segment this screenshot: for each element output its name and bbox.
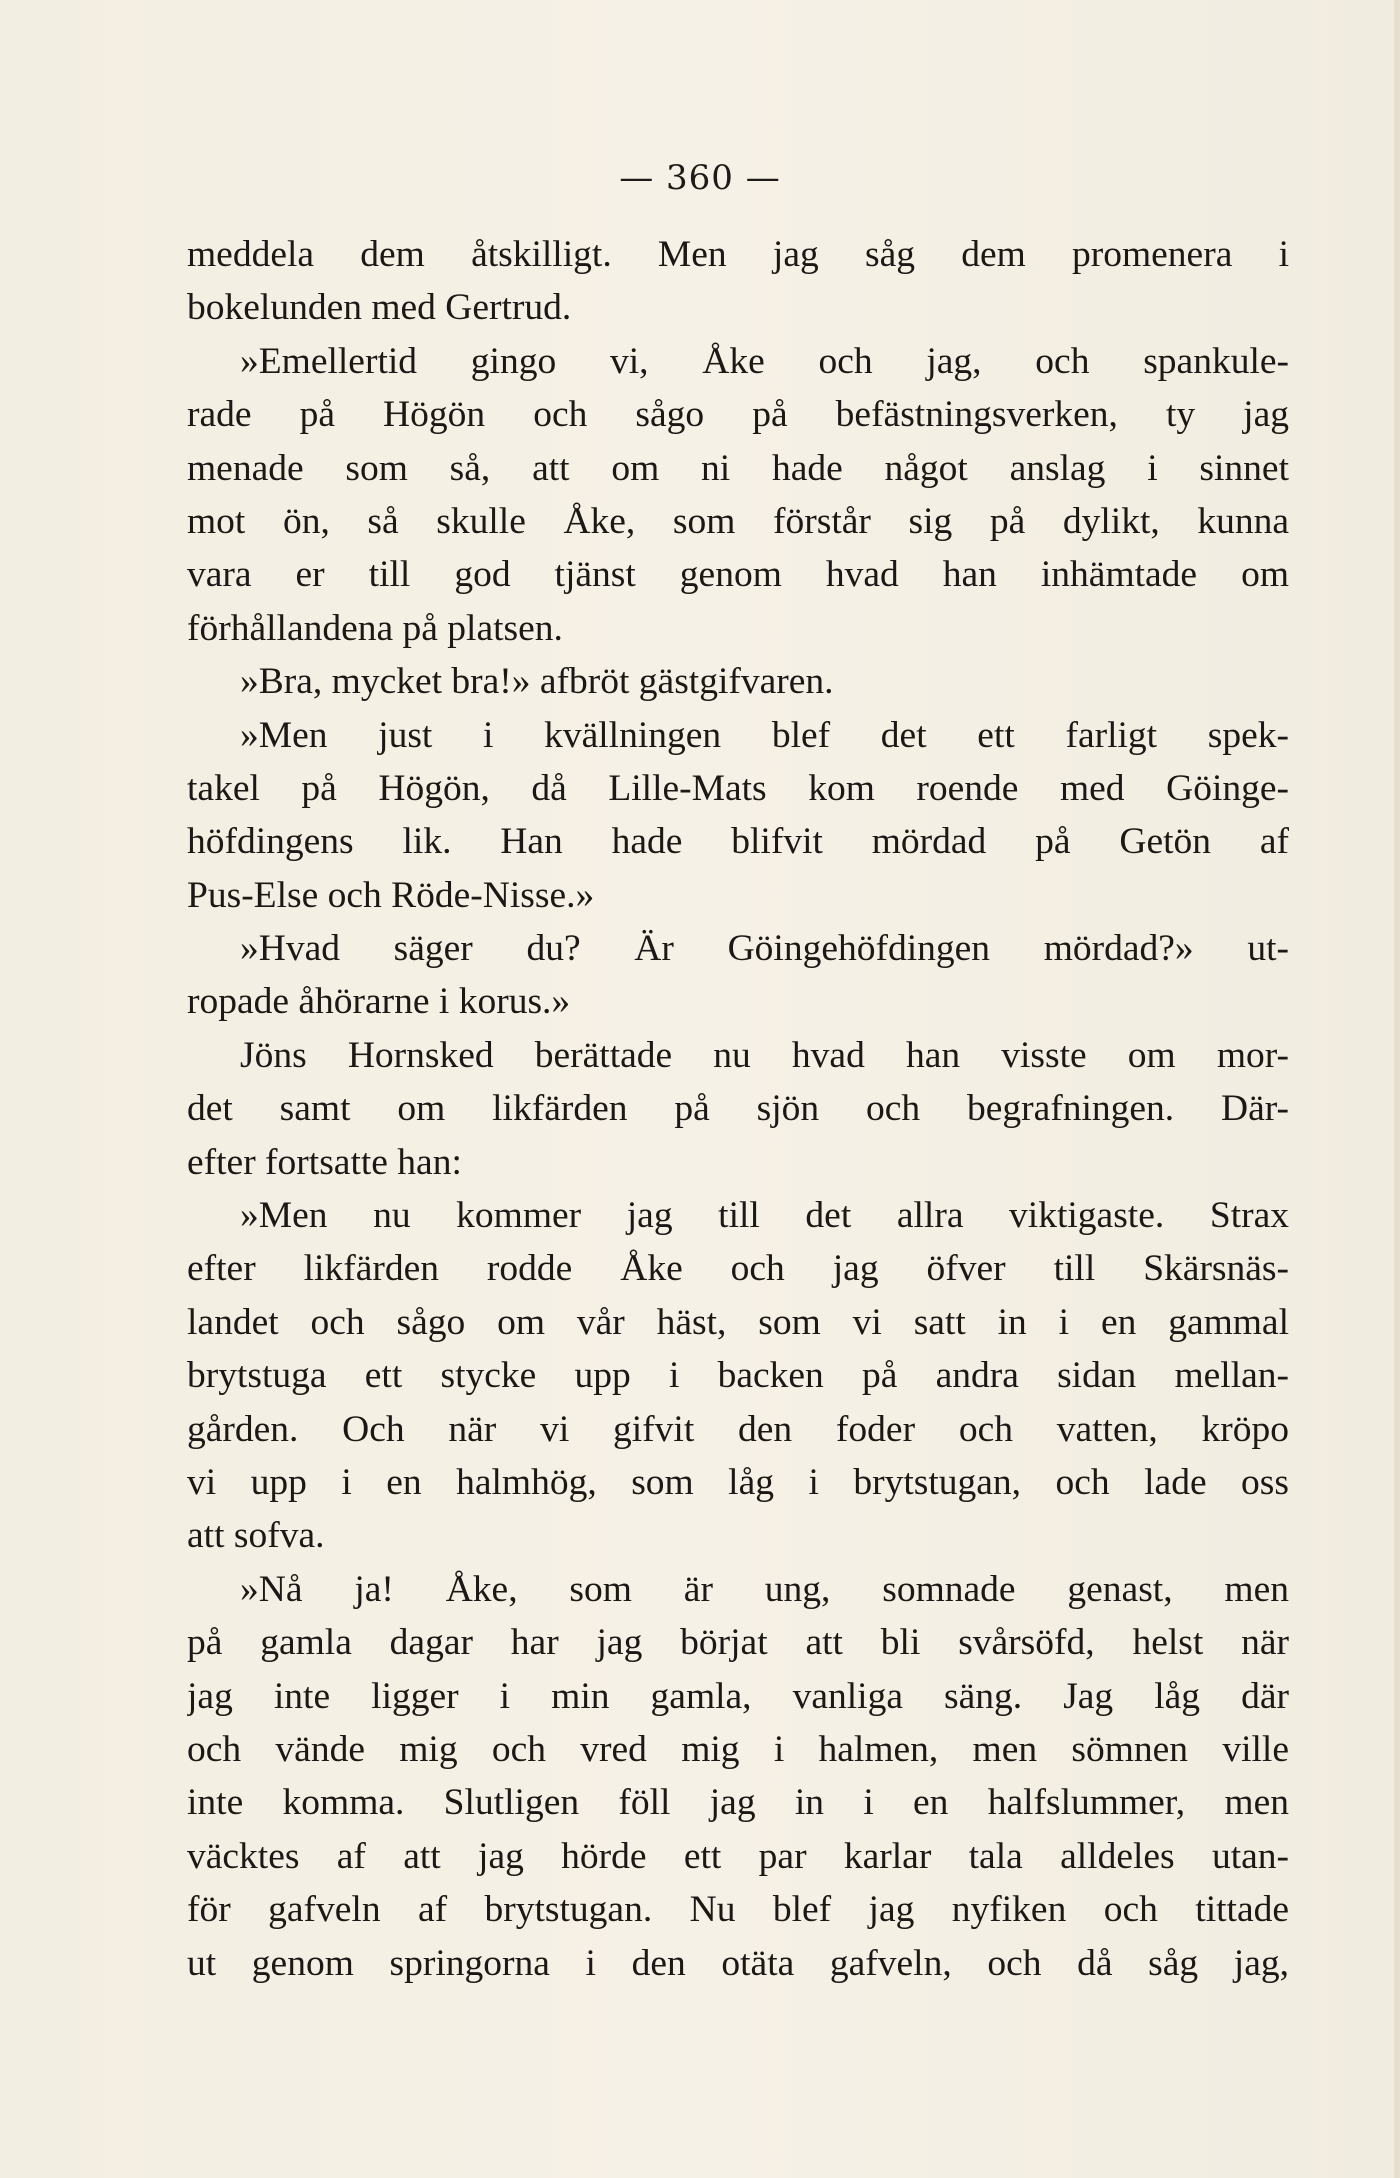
text-line: förhållandena på platsen. <box>187 607 563 649</box>
text-line: för gafveln af brytstugan. Nu blef jag nyfiken och tittade <box>187 1889 1289 1931</box>
text-line: »Nå ja! Åke, som är ung, somnade genast, men <box>240 1568 1289 1610</box>
text-line: mot ön, så skulle Åke, som förstår sig på dylikt, kunna <box>187 500 1289 542</box>
text-line: och vände mig och vred mig i halmen, men sömnen ville <box>187 1728 1289 1770</box>
text-line: rade på Högön och sågo på befästningsverken, ty jag <box>187 394 1289 436</box>
text-line: höfdingens lik. Han hade blifvit mördad på Getön af <box>187 821 1289 863</box>
text-line: det samt om likfärden på sjön och begrafningen. Där- <box>187 1088 1289 1130</box>
text-line: takel på Högön, då Lille-Mats kom roende med Göinge- <box>187 767 1289 809</box>
text-line: inte komma. Slutligen föll jag in i en halfslummer, men <box>187 1782 1289 1824</box>
text-line: vi upp i en halmhög, som låg i brytstugan, och lade oss <box>187 1461 1289 1503</box>
text-line: »Hvad säger du? Är Göingehöfdingen mördad?» ut- <box>240 928 1289 970</box>
text-line: på gamla dagar har jag börjat att bli svårsöfd, helst när <box>187 1622 1289 1664</box>
text-line: meddela dem åtskilligt. Men jag såg dem promenera i <box>187 234 1289 275</box>
text-line: ropade åhörarne i korus.» <box>187 981 571 1023</box>
text-line: brytstuga ett stycke upp i backen på andra sidan mellan- <box>187 1355 1289 1397</box>
text-line: »Bra, mycket bra!» afbröt gästgifvaren. <box>240 661 834 703</box>
text-line: jag inte ligger i min gamla, vanliga säng. Jag låg där <box>187 1675 1289 1717</box>
body-text <box>187 228 1289 1990</box>
text-line: »Men just i kvällningen blef det ett farligt spek- <box>240 714 1289 756</box>
page-number: — 360 — <box>619 158 781 198</box>
text-line: Pus-Else och Röde-Nisse.» <box>187 874 595 916</box>
text-line: efter fortsatte han: <box>187 1141 462 1183</box>
text-line: landet och sågo om vår häst, som vi satt in i en gammal <box>187 1301 1289 1343</box>
text-line: vara er till god tjänst genom hvad han inhämtade om <box>187 554 1289 596</box>
text-line: att sofva. <box>187 1515 325 1557</box>
page-edge <box>1394 0 1400 2178</box>
text-line: Jöns Hornsked berättade nu hvad han visste om mor- <box>240 1034 1289 1076</box>
text-line: menade som så, att om ni hade något anslag i sinnet <box>187 447 1289 489</box>
text-line: »Emellertid gingo vi, Åke och jag, och spankule- <box>240 340 1289 382</box>
text-line: väcktes af att jag hörde ett par karlar tala alldeles utan- <box>187 1835 1289 1877</box>
text-line: bokelunden med Gertrud. <box>187 287 572 329</box>
text-line: gården. Och när vi gifvit den foder och vatten, kröpo <box>187 1408 1289 1450</box>
text-line: efter likfärden rodde Åke och jag öfver till Skärsnäs- <box>187 1248 1289 1290</box>
text-line: »Men nu kommer jag till det allra viktigaste. Strax <box>240 1195 1289 1237</box>
text-line: ut genom springorna i den otäta gafveln, och då såg jag, <box>187 1942 1289 1984</box>
